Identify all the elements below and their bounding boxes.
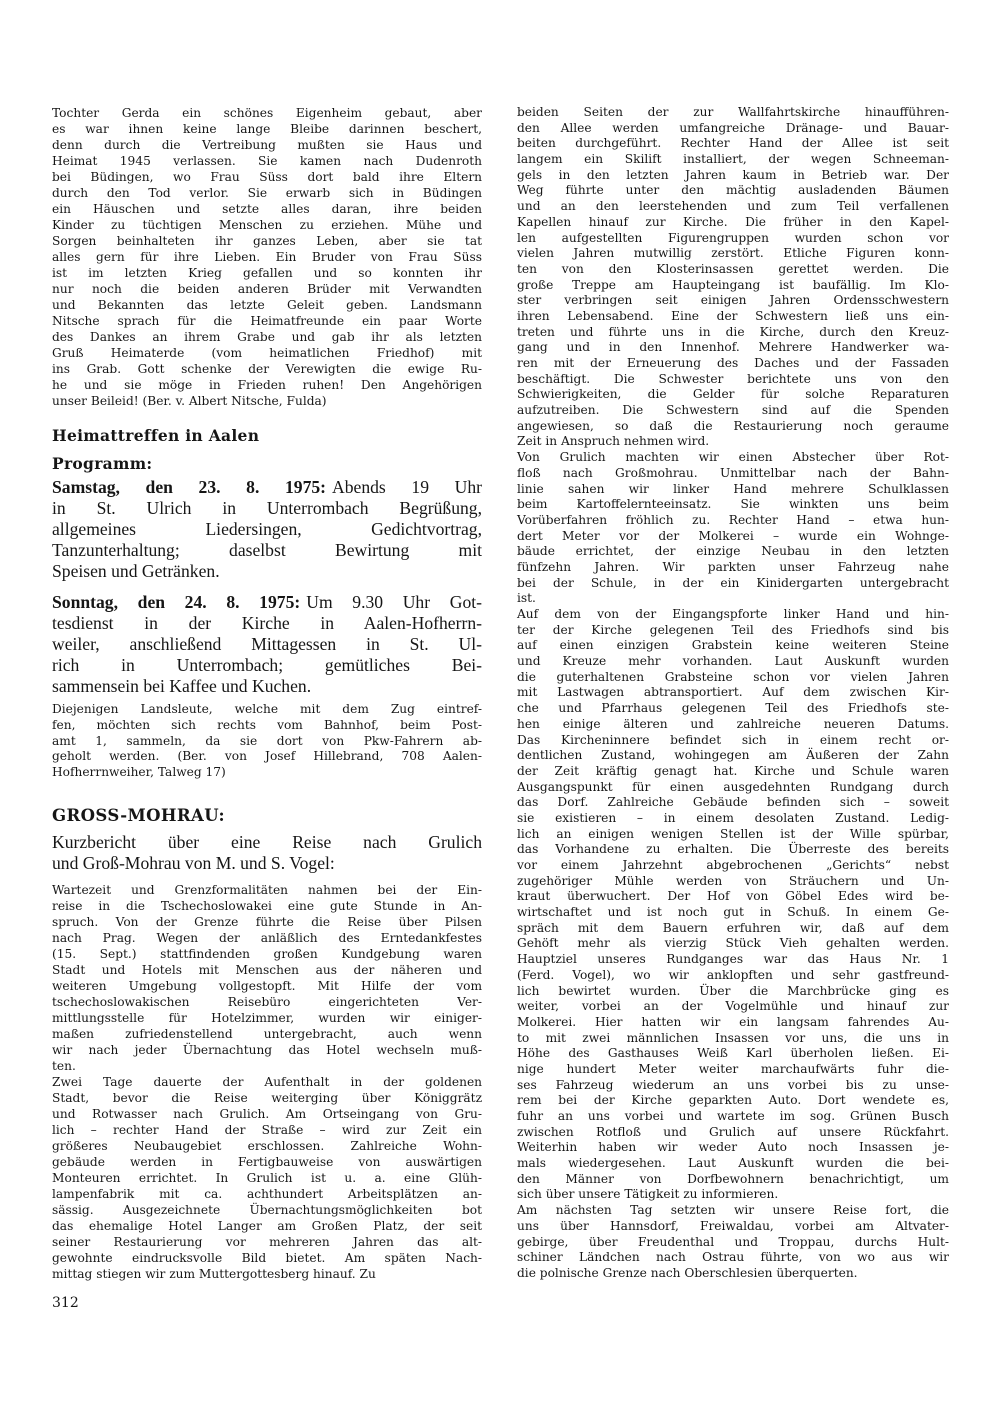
text-line: mittag stiegen wir zum Muttergottesberg hinauf. Zu: [52, 1267, 376, 1281]
text-line: in St. Ulrich in Unterrombach Begrüßung,: [52, 498, 482, 518]
text-line: Am nächsten Tag setzten wir unsere Reise fort, die: [517, 1203, 949, 1218]
section-heading-gross-mohrau: GROSS-MOHRAU:: [52, 806, 225, 825]
text-line: geholt werden. (Ber. von Josef Hillebrand, 708 Aalen-: [52, 749, 482, 764]
text-line: ein Häuschen und setzte alles daran, ihre beiden: [52, 202, 482, 216]
text-line: fuhr an uns vorbei und wartete im sog. Grünen Busch: [517, 1109, 949, 1123]
text-line: (15. Sept.) stattfindenden großen Kundgebung waren: [52, 947, 482, 961]
text-line: nige hundert Meter weiter marchaufwärts fuhr die-: [517, 1061, 949, 1076]
text-line: Hofherrnweiher, Talweg 17): [52, 765, 226, 779]
text-line: Stadt, bevor die Reise weiterging über Königgrätz: [52, 1091, 482, 1105]
text-line: denn durch die Vertreibung mußten sie Haus und: [52, 138, 482, 152]
text-line: die guterhaltenen Grabsteine schon vor vielen Jahren: [517, 669, 949, 684]
text-line: ren mit der Erneuerung des Daches und der Fassaden: [517, 356, 949, 370]
text-line: lampenfabrik mit ca. achthundert Arbeitsplätzen an-: [52, 1187, 482, 1201]
text-line: [52, 592, 482, 613]
text-line: Höhe des Gasthauses Weiß Karl überholen ließen. Ei-: [517, 1046, 949, 1061]
text-line: lich an einigen wenigen Stellen ist der Wille spürbar,: [517, 826, 949, 841]
text-line: das Dorf. Zahlreiche Gebäude befinden sich – soweit: [517, 795, 949, 810]
line-text: Um 9.30 Uhr Got-: [306, 592, 482, 612]
text-line: uns über Hannsdorf, Freiwaldau, vorbei am Altvater-: [517, 1218, 949, 1233]
text-line: den Allee werden umfangreiche Dränage- und Bauar-: [517, 120, 949, 135]
text-line: gels in den letzten Jahren kaum in Betrieb war. Der: [517, 167, 949, 182]
text-line: ist.: [517, 591, 536, 606]
text-line: dentlichen Zustand, wohingegen am Äußeren der Zahn: [517, 748, 949, 763]
text-line: amt 1, sammeln, da sie dort von Pkw-Fahrern ab-: [52, 733, 482, 748]
text-line: ten.: [52, 1059, 76, 1073]
text-line: mit Lastwagen abtransportiert. Auf dem zwischen Kir-: [517, 685, 949, 700]
text-line: Ausgangspunkt für einen ausgedehnten Rundgang durch: [517, 779, 949, 794]
text-line: bei der Schule, in der ein Kinidergarten untergebracht: [517, 575, 949, 590]
text-line: weiteren Umgebung vollgestopft. Mit Hilfe der vom: [52, 979, 482, 993]
text-line: Auf dem von der Eingangspforte linker Hand und hin-: [517, 607, 949, 621]
text-line: floß nach Großmohrau. Unmittelbar nach der Bahn-: [517, 465, 949, 480]
text-line: ist im letzten Krieg gefallen und so konnten ihr: [52, 266, 482, 280]
report-subtitle: [52, 832, 482, 873]
text-line: ten von den Klosterinsassen gerettet werden. Die: [517, 261, 949, 276]
text-line: Molkerei. Hier hatten wir ein langsam fahrendes Au-: [517, 1014, 949, 1029]
text-line: gang und in den Innenhof. Mehrere Handwerker wa-: [517, 340, 949, 355]
text-line: und Groß-Mohrau von M. und S. Vogel:: [52, 852, 335, 873]
text-line: Kapellen hinauf zur Kirche. Die früher in den Kapel-: [517, 214, 949, 229]
text-line: rem bei der Kirche geparkten Auto. Dort wendete es,: [517, 1093, 949, 1108]
text-line: Speisen und Getränken.: [52, 561, 220, 581]
date-label: Samstag, den 23. 8. 1975:: [52, 477, 327, 497]
text-line: durch den Tod verlor. Sie erwarb sich in Büdingen: [52, 186, 482, 200]
text-line: he und sie möge in Frieden ruhen! Den Angehörigen: [52, 378, 482, 392]
text-line: und Bekannten das letzte Geleit geben. Landsmann: [52, 298, 482, 312]
text-line: Zwei Tage dauerte der Aufenthalt in der goldenen: [52, 1075, 482, 1089]
text-line: gebäude werden in Fertigbauweise von auswärtigen: [52, 1155, 482, 1169]
text-line: schiner Ländchen nach Ostrau führte, von wo aus wir: [517, 1250, 949, 1265]
text-line: mittlungsstelle für Hotelzimmer, wurden wir einiger-: [52, 1011, 482, 1025]
page-number: 312: [52, 1295, 79, 1311]
report-paragraph-1: [52, 882, 482, 1074]
text-line: Gruß Heimaterde (vom heimatlichen Friedhof) mit: [52, 346, 482, 360]
text-line: ster verbringen seit einigen Jahren Ordensschwestern: [517, 293, 949, 308]
text-line: len aufgestellten Figurengruppen wurden schon vor: [517, 230, 949, 245]
text-line: beschäftigt. Die Schwester berichtete uns von den: [517, 371, 949, 386]
text-line: größeres Neubaugebiet erschlossen. Zahlreiche Wohn-: [52, 1139, 482, 1153]
text-line: linie sahen wir linker Hand mehrere Schulklassen: [517, 481, 949, 496]
text-line: bäude errichtet, der einzige Neubau in den letzten: [517, 544, 949, 559]
text-line: wir nach jeder Übernachtung das Hotel wechseln muß-: [52, 1043, 482, 1057]
text-line: es war ihnen keine lange Bleibe darinnen beschert,: [52, 122, 482, 136]
text-line: Gehöft mehr als vierzig Stück Vieh gehalten werden.: [517, 936, 949, 951]
text-line: treten und führte uns in die Kirche, durch den Kreuz-: [517, 324, 949, 339]
text-line: Stadt und Hotels mit Menschen aus der näheren und: [52, 963, 482, 977]
text-line: beiden Seiten der zur Wallfahrtskirche hinaufführen-: [517, 105, 949, 119]
text-line: maßen zufriedenstellend untergebracht, auch wenn: [52, 1027, 482, 1041]
text-line: die polnische Grenze nach Oberschlesien überquerten.: [517, 1265, 858, 1280]
text-line: wirtschaftet und ist noch gut in Schuß. In einem Ge-: [517, 905, 949, 920]
text-line: Heimat 1945 verlassen. Sie kamen nach Dudenroth: [52, 154, 482, 168]
text-line: Das Kircheninnere befindet sich in einem recht or-: [517, 732, 949, 747]
program-label: Programm:: [52, 454, 153, 473]
text-line: langem ein Skilift installiert, der wegen Schneeman-: [517, 152, 949, 167]
text-line: das Vorhandene zu erhalten. Die Überreste des bereits: [517, 842, 949, 857]
program-sunday: [52, 592, 482, 697]
report-paragraph-6: [517, 1203, 949, 1281]
text-line: Wartezeit und Grenzformalitäten nahmen bei der Ein-: [52, 883, 482, 897]
text-line: Kinder zu tüchtigen Menschen zu erziehen. Mühe und: [52, 218, 482, 232]
program-saturday: [52, 477, 482, 582]
text-line: Von Grulich machten wir einen Abstecher über Rot-: [517, 450, 949, 465]
text-line: Kurzbericht über eine Reise nach Grulich: [52, 832, 482, 852]
text-line: Tanzunterhaltung; daselbst Bewirtung mit: [52, 540, 482, 560]
text-line: (Ferd. Vogel), wo wir anklopften und sehr gastfreund-: [517, 967, 949, 982]
text-line: das ehemalige Hotel Langer am Großen Platz, der seit: [52, 1219, 482, 1233]
obituary-paragraph: [52, 105, 482, 409]
text-line: ins Grab. Gott schenke der Verewigten die ewige Ru-: [52, 362, 482, 376]
text-line: lich – rechter Hand der Straße – wird zur Zeit ein: [52, 1123, 482, 1137]
text-line: ter der Kirche gelegenen Teil des Friedhofs sind bis: [517, 622, 949, 637]
text-line: Sorgen beinhalteten ihr ganzes Leben, aber sie tat: [52, 234, 482, 248]
text-line: allgemeines Liedersingen, Gedichtvortrag,: [52, 519, 482, 539]
text-line: rich in Unterrombach; gemütliches Bei-: [52, 655, 482, 675]
text-line: den Männer von Dorfbewohnern benachrichtigt, um: [517, 1171, 949, 1186]
right-column: [517, 105, 949, 1282]
text-line: sässig. Ausgezeichnete Übernachtungsmöglichkeiten bot: [52, 1203, 482, 1217]
text-line: zwischen Rotfloß und Grulich auf unsere Rückfahrt.: [517, 1124, 949, 1139]
text-line: seiner Restaurierung vor mehreren Jahren das alt-: [52, 1235, 482, 1249]
text-line: beiten durchgeführt. Rechter Hand der Allee ist seit: [517, 136, 949, 151]
text-line: vor einem Jahrzehnt abgebrochenen „Gerichts“ nebst: [517, 858, 949, 872]
text-line: aufzutreiben. Die Schwestern sind auf die Spenden: [517, 403, 949, 418]
text-line: hen einige älteren und zahlreiche neueren Datums.: [517, 716, 949, 731]
report-paragraph-4: [517, 450, 949, 607]
text-line: tschechoslowakischen Reisebüro eingerichteten Ver-: [52, 995, 482, 1009]
text-line: weiler, anschließend Mittagessen in St. Ul-: [52, 634, 482, 654]
text-line: auf einen einzigen Grabstein keine weiteren Steine: [517, 638, 949, 653]
text-line: ihren Lebensabend. Eine der Schwestern ließ uns ein-: [517, 308, 949, 323]
text-line: Diejenigen Landsleute, welche mit dem Zug eintref-: [52, 702, 482, 716]
text-line: fen, möchten sich rechts vom Bahnhof, beim Post-: [52, 717, 482, 732]
text-line: gewohnte eindrucksvolle Bild bietet. Am späten Nach-: [52, 1251, 482, 1265]
text-line: tesdienst in der Kirche in Aalen-Hofherrn-: [52, 613, 482, 633]
text-line: Vorüberfahren fröhlich zu. Rechter Hand – etwa hun-: [517, 512, 949, 527]
text-line: weiter, vorbei an der Vogelmühle und hinauf zur: [517, 999, 949, 1014]
text-line: [52, 477, 482, 498]
text-line: große Treppe am Haupteingang ist baufällig. Im Klo-: [517, 277, 949, 292]
text-line: sich über unsere Tätigkeit zu informieren.: [517, 1187, 779, 1202]
text-line: mals wiedergesehen. Laut Auskunft wurden die bei-: [517, 1156, 949, 1171]
text-line: zugehöriger Mühle werden von Sträuchern und Un-: [517, 873, 949, 888]
report-paragraph-2: [52, 1074, 482, 1282]
text-line: spräch mit dem Bauern erfuhren wir, daß auf dem: [517, 920, 949, 935]
text-line: Hauptziel unseres Rundganges war das Haus Nr. 1: [517, 952, 949, 967]
report-paragraph-3: [517, 105, 949, 450]
text-line: alles gern für ihre Lieben. Ein Bruder von Frau Süss: [52, 250, 482, 264]
text-line: gebirge, über Freudenthal und Troppau, durchs Hult-: [517, 1234, 949, 1249]
text-line: spruch. Von der Grenze führte die Reise über Pilsen: [52, 915, 482, 929]
text-line: und Rotwasser nach Grulich. Am Ortseingang von Gru-: [52, 1107, 482, 1121]
text-line: der Zeit kräftig genagt hat. Kirche und Schule waren: [517, 763, 949, 778]
text-line: che und Pfarrhaus gelegenen Teil des Friedhofs ste-: [517, 701, 949, 716]
text-line: ses Fahrzeug wiederum an uns vorbei bis zu unse-: [517, 1077, 949, 1092]
date-label: Sonntag, den 24. 8. 1975:: [52, 592, 301, 612]
report-paragraph-5: [517, 607, 949, 1203]
text-line: beim Kartoffelernteeinsatz. Sie winkten uns beim: [517, 497, 949, 512]
text-line: Schwierigkeiten, die Gelder für solche Reparaturen: [517, 387, 949, 402]
text-line: Weg führte unter den mächtig ausladenden Bäumen: [517, 183, 949, 198]
section-heading-aalen: Heimattreffen in Aalen: [52, 426, 260, 445]
text-line: Weiterhin haben wir weder Auto noch Insassen je-: [517, 1140, 949, 1155]
text-line: nur noch die beiden anderen Brüder mit Verwandten: [52, 282, 482, 296]
text-line: Nitsche sprach für die Heimatfreunde ein paar Worte: [52, 314, 482, 328]
text-line: Monteuren errichtet. In Grulich ist u. a. eine Glüh-: [52, 1171, 482, 1185]
text-line: dert Meter vor der Molkerei – wurde ein Wohnge-: [517, 528, 949, 543]
text-line: und an den leerstehenden und zum Teil verfallenen: [517, 199, 949, 214]
text-line: bei Büdingen, wo Frau Süss dort bald ihre Eltern: [52, 170, 482, 184]
text-line: sammensein bei Kaffee und Kuchen.: [52, 676, 312, 696]
text-line: angewiesen, so daß die Restaurierung noch geraume: [517, 418, 949, 433]
text-line: reise in die Tschechoslowakei eine gute Stunde in An-: [52, 899, 482, 913]
text-line: des Dankes an ihrem Grabe und gab ihr als letzten: [52, 330, 482, 344]
text-line: sie existieren – in einem desolaten Zustand. Ledig-: [517, 810, 949, 825]
line-text: Abends 19 Uhr: [332, 477, 482, 497]
text-line: nach Prag. Wegen der anläßlich des Erntedankfestes: [52, 931, 482, 945]
text-line: to mit zwei männlichen Insassen vor uns, die uns in: [517, 1030, 949, 1045]
text-line: Zeit in Anspruch nehmen wird.: [517, 434, 710, 449]
text-line: lich bewirtet wurden. Über die Marchbrücke ging es: [517, 983, 949, 998]
text-line: kraut überwuchert. Der Hof von Göbel Edes wird be-: [517, 889, 949, 904]
text-line: vielen Jahren mutwillig zerstört. Etliche Figuren konn-: [517, 246, 949, 261]
text-line: unser Beileid! (Ber. v. Albert Nitsche, Fulda): [52, 394, 327, 408]
text-line: fünfzehn Jahren. Wir parkten unser Fahrzeug nahe: [517, 559, 949, 574]
text-line: Tochter Gerda ein schönes Eigenheim gebaut, aber: [52, 106, 482, 120]
travel-note: [52, 702, 482, 781]
text-line: und Kreuze mehr vorhanden. Laut Auskunft wurden: [517, 654, 949, 669]
